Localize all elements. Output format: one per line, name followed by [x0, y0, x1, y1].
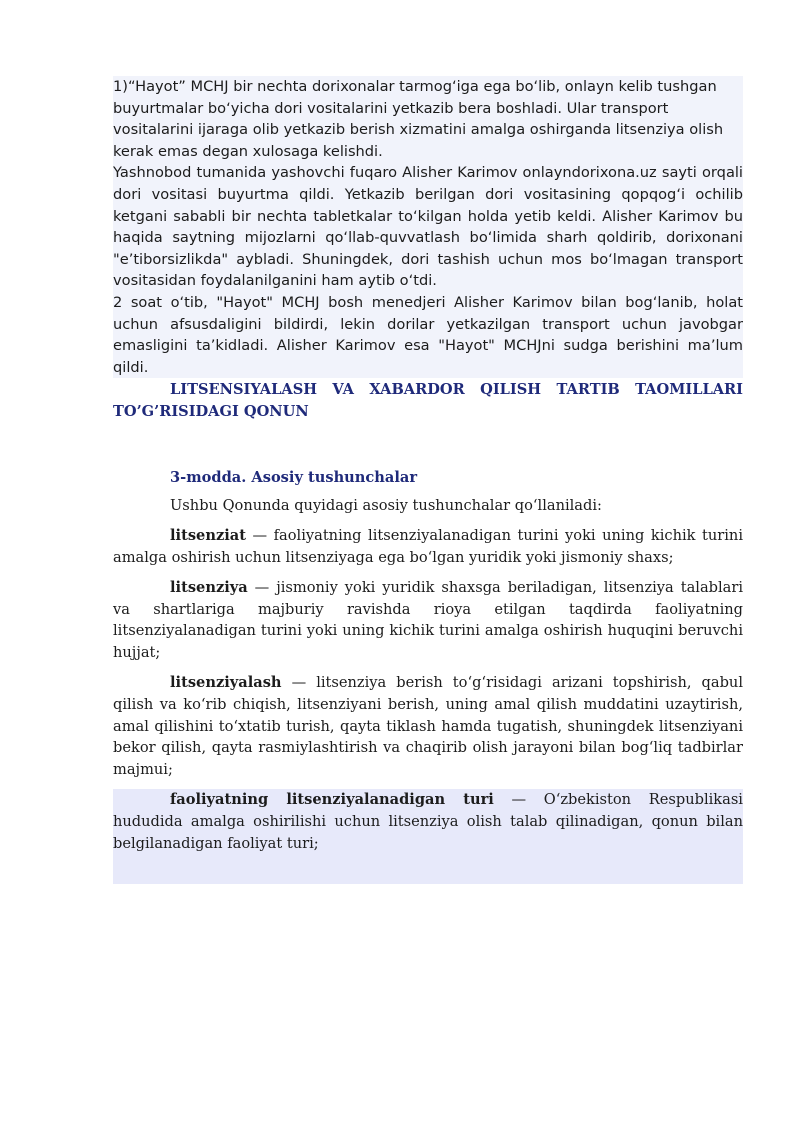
- definition-text: — litsenziya berish to‘g‘risidagi arizani topshirish, qabul qilish va ko‘rib chiqish, litsenziyani berish, uning amal qilish muddatini uzaytirish, amal qilishini to‘xtatib turish, qayta tiklash hamda tugatish, shuningdek litsenziyani bekor qilish, qayta rasmiylashtirish va chaqirib olish jarayoni bilan bog‘liq tadbirlar majmui;: [113, 674, 743, 778]
- case-block: [113, 76, 743, 378]
- document-page: [113, 76, 743, 884]
- definition-text: — O‘zbekiston Respublikasi hududida amalga oshirilishi uchun litsenziya olish talab qilinadigan, qonun bilan belgilanadigan faoliyat turi;: [113, 791, 743, 852]
- case-paragraph-2: Yashnobod tumanida yashovchi fuqaro Alisher Karimov onlayndorixona.uz sayti orqali dori vositasi buyurtma qildi. Yetkazib berilgan dori vositasining qopqog‘i ochilib ketgani sababli bir nechta tabletkalar to‘kilgan holda yetib keldi. Alisher Karimov bu haqida saytning mijozlarni qo‘llab-quvvatlash bo‘limida sharh qoldirib, dorixonani "e’tiborsizlikda" aybladi. Shuningdek, dori tashish uchun mos bo‘lmagan transport vositasidan foydalanilganini ham aytib o‘tdi.: [113, 164, 743, 290]
- definition-term: litsenziya: [170, 579, 248, 597]
- definition-term: faoliyatning litsenziyalanadigan turi: [170, 791, 494, 809]
- case-paragraph-1: 1)“Hayot” MCHJ bir nechta dorixonalar tarmog‘iga ega bo‘lib, onlayn kelib tushgan buyurtmalar bo‘yicha dori vositalarini yetkazib bera boshladi. Ular transport vositalarini ijaraga olib yetkazib berish xizmatini amalga oshirganda litsenziya olish kerak emas degan xulosaga kelishdi.: [113, 78, 724, 160]
- definition-text: — faoliyatning litsenziyalanadigan turini yoki uning kichik turini amalga oshirish uchun litsenziyaga ega bo‘lgan yuridik yoki jismoniy shaxs;: [113, 526, 743, 566]
- definition-litsenziyalash: [113, 672, 743, 780]
- definition-term: litsenziat: [170, 526, 246, 544]
- law-title: LITSENSIYALASH VA XABARDOR QILISH TARTIB TAOMILLARI TO’G’RISIDAGI QONUN: [113, 381, 743, 421]
- definition-text: — jismoniy yoki yuridik shaxsga beriladigan, litsenziya talablari va shartlariga majburiy ravishda rioya etilgan taqdirda faoliyatning litsenziyalanadigan turini yoki uning kichik turini amalga oshirish huquqini beruvchi hujjat;: [113, 579, 743, 661]
- definition-block-highlighted: [113, 789, 743, 884]
- article-intro: Ushbu Qonunda quyidagi asosiy tushunchalar qo‘llaniladi:: [170, 497, 602, 515]
- definition-litsenziat: [113, 525, 743, 568]
- case-paragraph-3: 2 soat o‘tib, "Hayot" MCHJ bosh menedjeri Alisher Karimov bilan bog‘lanib, holat uchun afsusdaligini bildirdi, lekin dorilar yetkazilgan transport uchun javobgar emasligini ta’kidladi. Alisher Karimov esa "Hayot" MCHJni sudga berishini ma’lum qildi.: [113, 293, 743, 376]
- definition-faoliyat-turi: [113, 789, 743, 854]
- definition-term: litsenziyalash: [170, 674, 282, 692]
- article-title: 3-modda. Asosiy tushunchalar: [170, 469, 418, 487]
- definition-litsenziya: [113, 577, 743, 663]
